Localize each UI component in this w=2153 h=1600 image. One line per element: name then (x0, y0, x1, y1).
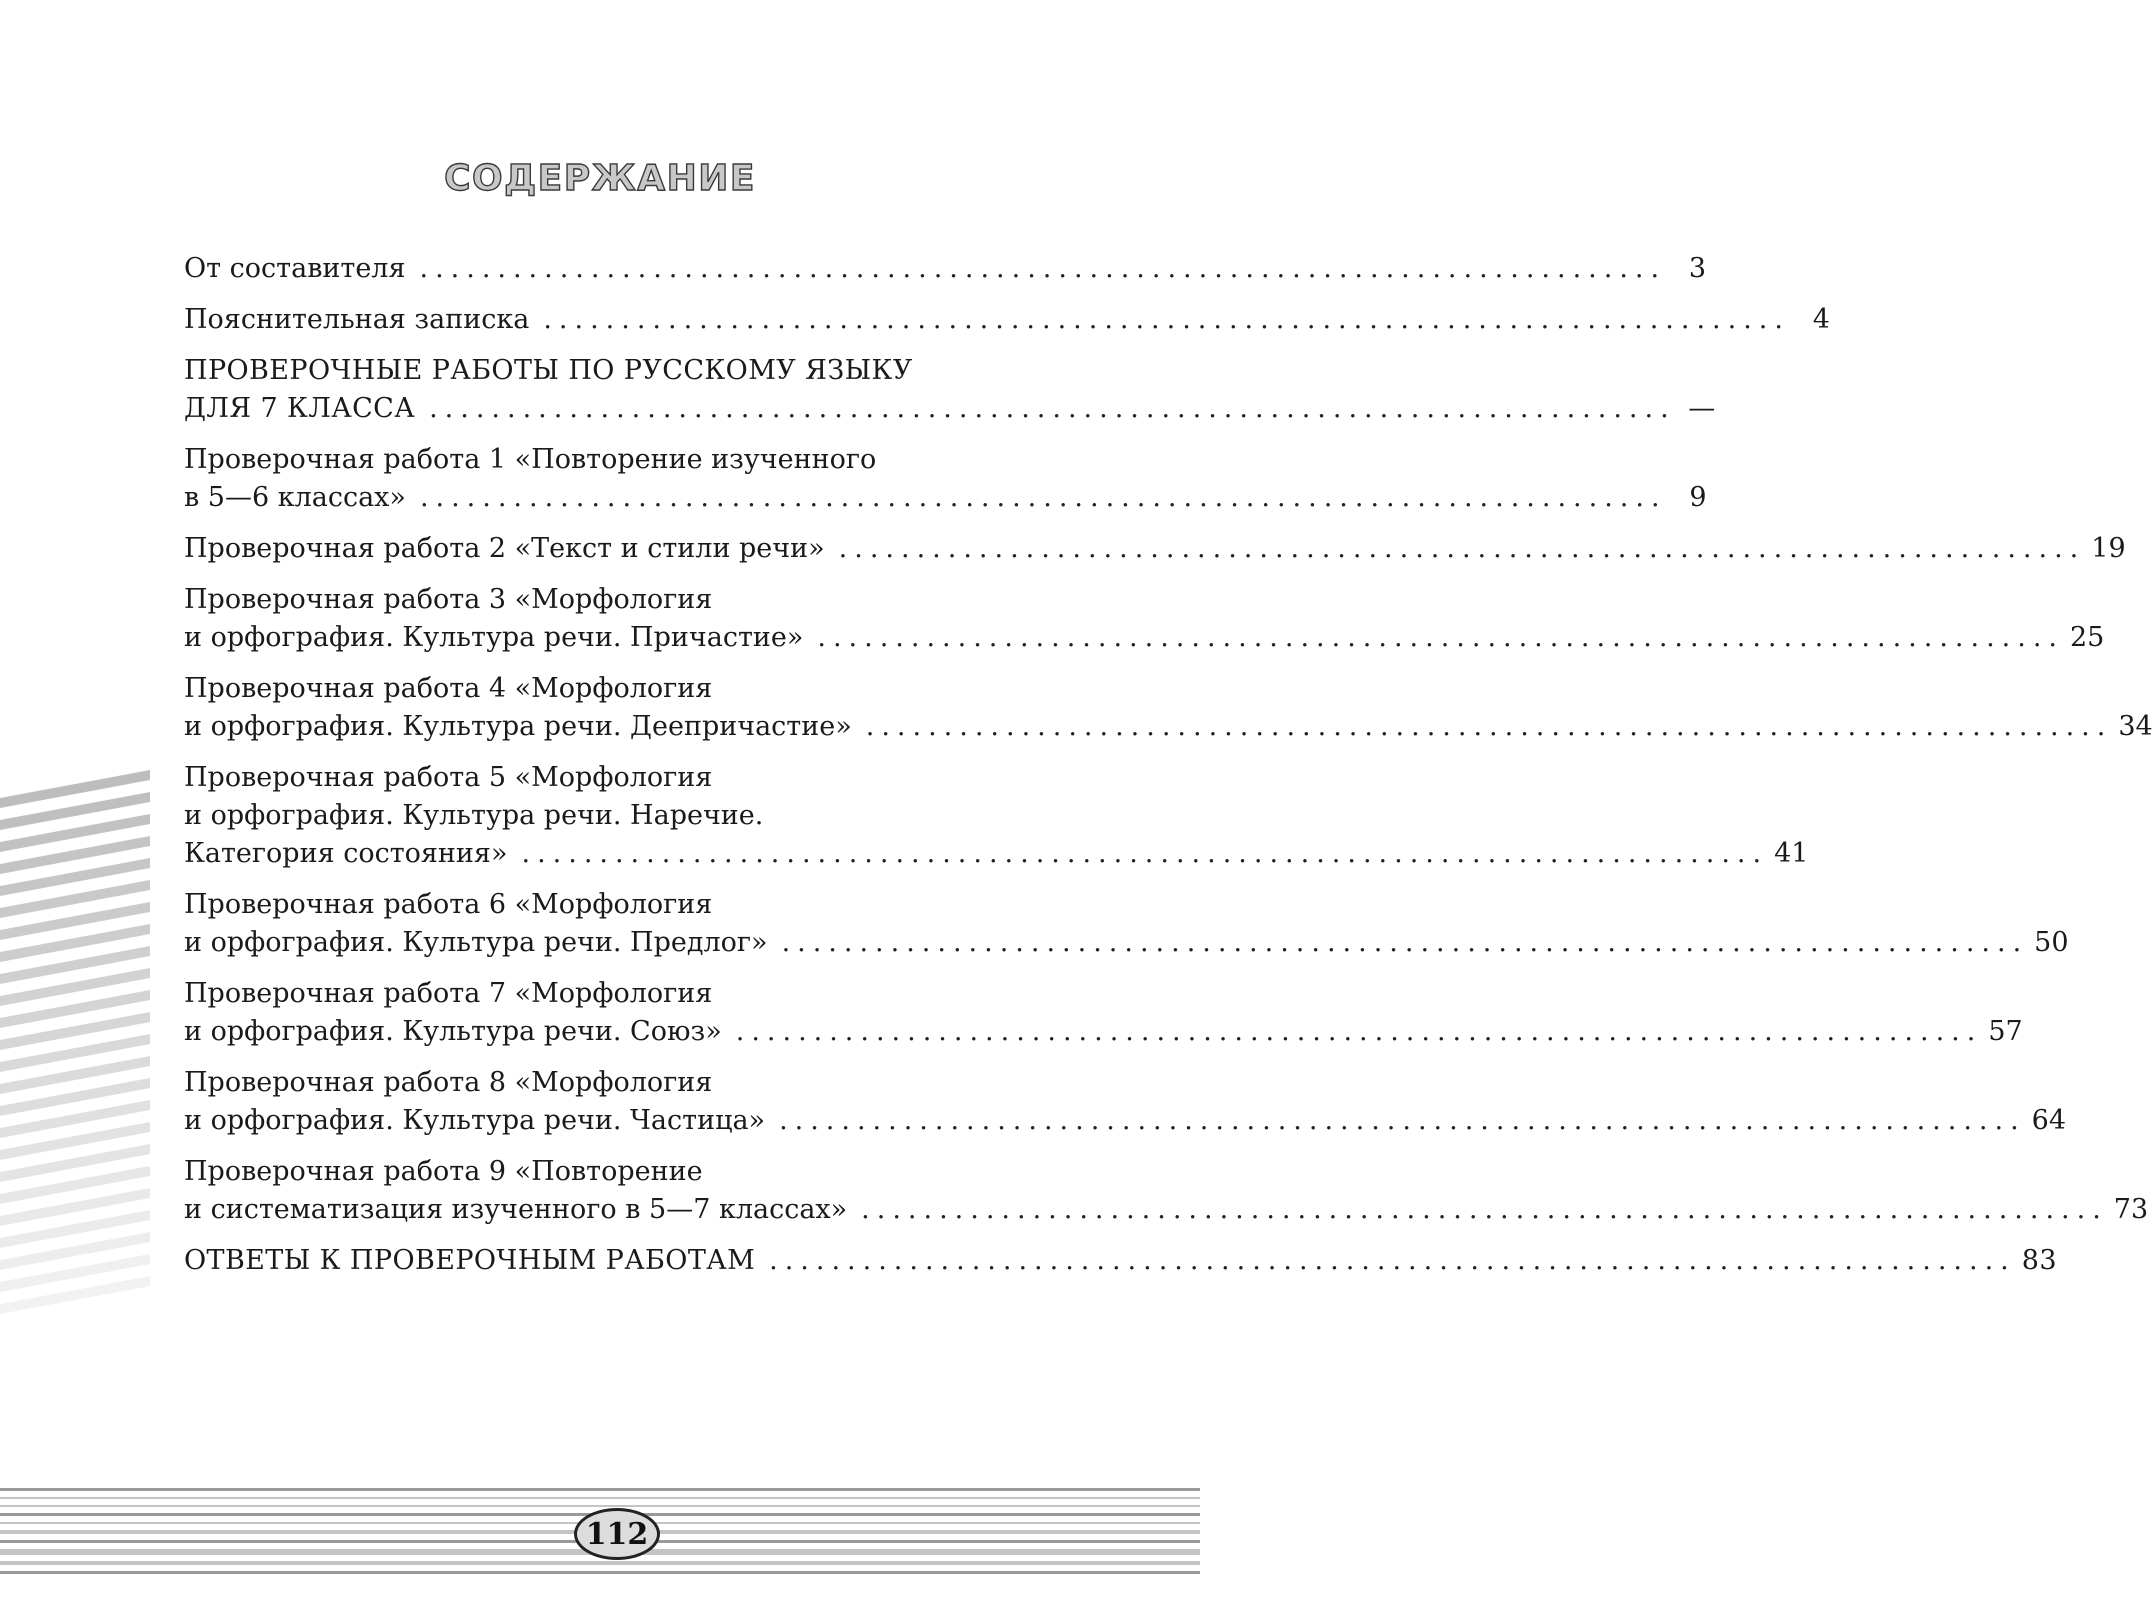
page-title: СОДЕРЖАНИЕ (444, 158, 756, 199)
toc-entry-text: и систематизация изученного в 5—7 классах» (184, 1194, 848, 1225)
toc-page-number: 50 (2034, 927, 2069, 958)
toc-entry-line: Проверочная работа 5 «Морфология (184, 762, 713, 793)
toc-entry-line: Проверочная работа 7 «Морфология (184, 978, 713, 1009)
toc-entry (184, 250, 1707, 288)
toc-entry-line: Проверочная работа 6 «Морфология (184, 889, 713, 920)
toc-entry-leader-line (184, 390, 1716, 428)
toc-page-number: 41 (1774, 838, 1809, 869)
toc-entry-leader-line (184, 924, 2069, 962)
toc-page-number: — (1688, 393, 1716, 424)
toc-entry-leader-line (184, 708, 2153, 746)
toc-entry-leader-line (184, 530, 2126, 568)
toc-entry (184, 1153, 2149, 1229)
toc-entry (184, 1242, 2057, 1280)
toc-entry (184, 441, 1707, 517)
toc-entry (184, 670, 2153, 746)
dot-leader: ................................................................................ (521, 838, 1769, 869)
toc-entry-text: От составителя (184, 253, 406, 284)
toc-entry (184, 352, 1716, 428)
toc-entry-leader-line (184, 250, 1707, 288)
footer-band (0, 1505, 1200, 1507)
toc-entry-text: Пояснительная записка (184, 304, 530, 335)
toc-entry-leader-line (184, 1191, 2149, 1229)
toc-page-number: 57 (1988, 1016, 2023, 1047)
toc-entry-text: ДЛЯ 7 КЛАССА (184, 393, 416, 424)
toc-entry (184, 581, 2105, 657)
dot-leader: ................................................................................ (419, 482, 1667, 513)
decorative-stripes (0, 760, 150, 1320)
toc-entry-leader-line (184, 1013, 2023, 1051)
toc-entry-text: и орфография. Культура речи. Деепричастие» (184, 711, 852, 742)
toc-entry-line: Проверочная работа 4 «Морфология (184, 673, 713, 704)
toc-entry-line: Проверочная работа 1 «Повторение изученного (184, 444, 877, 475)
toc-entry (184, 530, 2126, 568)
toc-entry-text: и орфография. Культура речи. Частица» (184, 1105, 766, 1136)
footer-band (0, 1488, 1200, 1491)
dot-leader: ................................................................................ (769, 1245, 2016, 1276)
dot-leader: ................................................................................ (429, 393, 1676, 424)
dot-leader: ................................................................................ (543, 304, 1790, 335)
table-of-contents (184, 250, 2153, 1293)
toc-entry-text: и орфография. Культура речи. Причастие» (184, 622, 804, 653)
dot-leader: ................................................................................ (419, 253, 1667, 284)
toc-entry-line: Проверочная работа 9 «Повторение (184, 1156, 703, 1187)
toc-entry-leader-line (184, 835, 1809, 873)
toc-page-number: 19 (2091, 533, 2126, 564)
toc-entry (184, 1064, 2067, 1140)
toc-entry-leader-line (184, 619, 2105, 657)
toc-entry (184, 975, 2023, 1051)
toc-entry (184, 301, 1830, 339)
toc-entry-text: и орфография. Культура речи. Союз» (184, 1016, 722, 1047)
toc-page-number: 4 (1812, 304, 1830, 335)
toc-page-number: 83 (2021, 1245, 2057, 1276)
toc-entry-leader-line (184, 1102, 2067, 1140)
footer-band (0, 1571, 1200, 1574)
toc-entry-text: и орфография. Культура речи. Предлог» (184, 927, 768, 958)
toc-page-number: 64 (2031, 1105, 2067, 1136)
toc-entry-leader-line (184, 479, 1707, 517)
toc-page-number: 3 (1688, 253, 1707, 284)
dot-leader: ................................................................................ (735, 1016, 1983, 1047)
toc-entry-line: и орфография. Культура речи. Наречие. (184, 800, 764, 831)
toc-entry-leader-line (184, 1242, 2057, 1280)
toc-entry-leader-line (184, 301, 1830, 339)
toc-entry (184, 886, 2069, 962)
toc-page-number: 9 (1689, 482, 1707, 513)
page-number: 112 (585, 1516, 649, 1552)
toc-entry-text: ОТВЕТЫ К ПРОВЕРОЧНЫМ РАБОТАМ (184, 1245, 756, 1276)
page-number-badge (574, 1508, 660, 1560)
footer-band (0, 1497, 1200, 1499)
toc-entry-line: ПРОВЕРОЧНЫЕ РАБОТЫ ПО РУССКОМУ ЯЗЫКУ (184, 355, 913, 386)
dot-leader: ................................................................................ (781, 927, 2029, 958)
toc-entry-line: Проверочная работа 3 «Морфология (184, 584, 713, 615)
dot-leader: ................................................................................ (779, 1105, 2026, 1136)
toc-entry-text: в 5—6 классах» (184, 482, 406, 513)
footer-band (0, 1561, 1200, 1565)
toc-entry-text: Проверочная работа 2 «Текст и стили речи» (184, 533, 825, 564)
dot-leader: ................................................................................ (861, 1194, 2108, 1225)
toc-entry-line: Проверочная работа 8 «Морфология (184, 1067, 713, 1098)
toc-page-number: 25 (2070, 622, 2105, 653)
toc-page-number: 34 (2118, 711, 2153, 742)
toc-entry-text: Категория состояния» (184, 838, 508, 869)
dot-leader: ................................................................................ (817, 622, 2064, 653)
dot-leader: ................................................................................ (838, 533, 2086, 564)
toc-entry (184, 759, 1809, 873)
toc-page-number: 73 (2113, 1194, 2149, 1225)
dot-leader: ................................................................................ (865, 711, 2113, 742)
